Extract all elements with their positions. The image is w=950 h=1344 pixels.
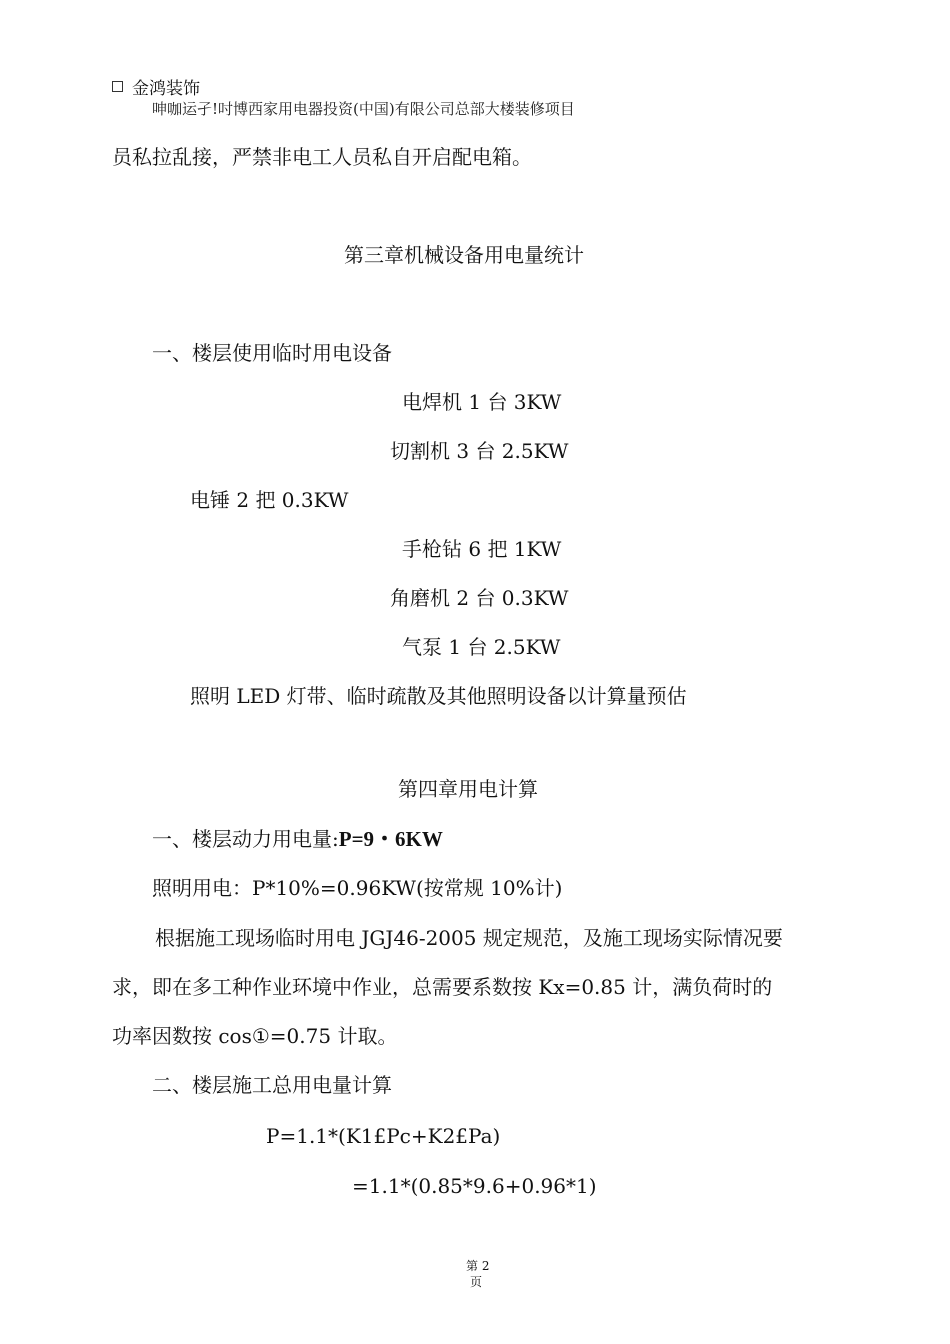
project-title: 呻咖运孑!吋博西家用电器投资(中国)有限公司总部大楼装修项目	[152, 100, 575, 118]
power-value: P=9・6KW	[338, 827, 443, 851]
page-number-line2: 页	[469, 1275, 482, 1289]
section1-title: 一、楼层使用临时用电设备	[152, 341, 392, 365]
continuation-text: 员私拉乱接，严禁非电工人员私自开启配电箱。	[112, 145, 532, 169]
page-number-line1: 第 2	[466, 1259, 490, 1273]
formula-line: P=1.1*(K1£Pc+K2£Pa)	[266, 1124, 501, 1148]
equipment-item: 电焊机 1 台 3KW	[402, 390, 562, 414]
equipment-item: 电锤 2 把 0.3KW	[190, 488, 349, 512]
formula-line: =1.1*(0.85*9.6+0.96*1)	[352, 1174, 597, 1198]
equipment-item: 照明 LED 灯带、临时疏散及其他照明设备以计算量预估	[190, 684, 687, 708]
equipment-item: 气泵 1 台 2.5KW	[402, 635, 561, 659]
paragraph-line: 功率因数按 cos①=0.75 计取。	[112, 1024, 398, 1048]
lighting-line: 照明用电：P*10%=0.96KW(按常规 10%计)	[152, 876, 563, 900]
company-logo	[112, 74, 200, 99]
company-name: 金鸿装饰	[132, 79, 200, 99]
equipment-item: 手枪钻 6 把 1KW	[402, 537, 562, 561]
page-number	[466, 1258, 490, 1290]
equipment-item: 角磨机 2 台 0.3KW	[390, 586, 569, 610]
section2-title: 二、楼层施工总用电量计算	[152, 1073, 392, 1097]
chapter3-title: 第三章机械设备用电量统计	[344, 243, 584, 267]
power-label: 一、楼层动力用电量:	[152, 827, 339, 851]
paragraph-line: 求，即在多工种作业环境中作业，总需要系数按 Kx=0.85 计，满负荷时的	[112, 975, 773, 999]
power-usage-line	[152, 825, 443, 853]
chapter4-title: 第四章用电计算	[398, 777, 538, 801]
paragraph-line: 根据施工现场临时用电 JGJ46-2005 规定规范，及施工现场实际情况要	[155, 926, 783, 950]
equipment-item: 切割机 3 台 2.5KW	[390, 439, 569, 463]
logo-box-icon	[112, 81, 123, 92]
